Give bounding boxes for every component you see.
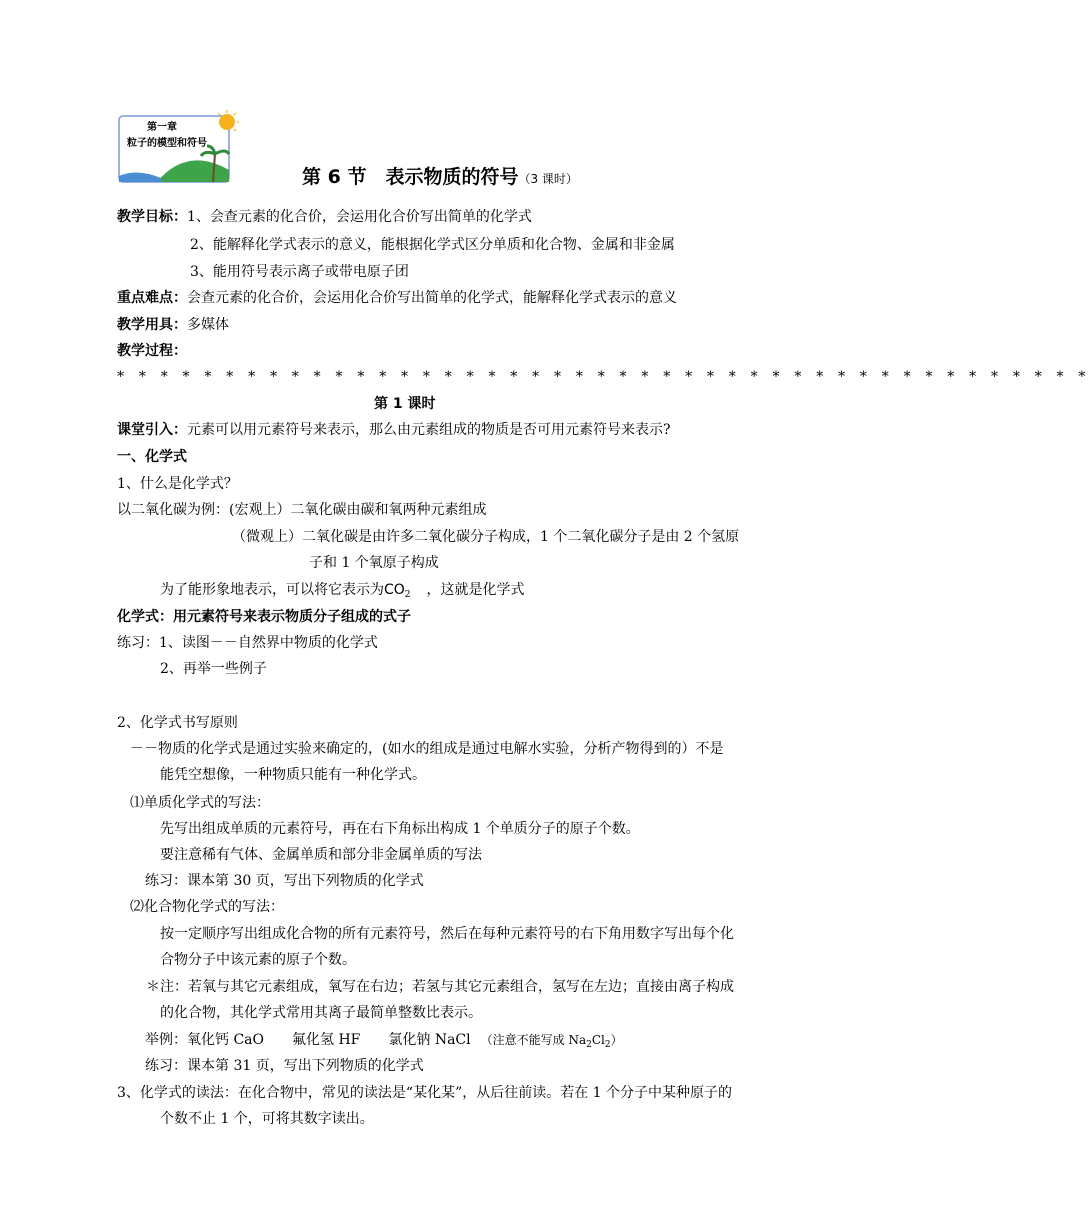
paragraph: 要注意稀有气体、金属单质和部分非金属单质的写法	[160, 847, 482, 863]
title-main: 第 6 节 表示物质的符号	[302, 166, 519, 188]
key-points	[117, 291, 677, 305]
process-label: 教学过程：	[117, 343, 187, 359]
key-label: 重点难点：	[117, 290, 187, 306]
goals-label: 教学目标：	[117, 209, 187, 225]
lesson-heading: 第 1 课时	[374, 396, 436, 412]
eg-note: ）	[610, 1033, 623, 1047]
note: 的化合物，其化学式常用其离子最简单整数比表示。	[160, 1005, 482, 1021]
paragraph: 能凭空想像，一种物质只能有一种化学式。	[160, 767, 426, 783]
paragraph: 子和 1 个氧原子构成	[309, 555, 439, 571]
eg-note: Cl	[591, 1033, 605, 1047]
subheading: ⑵化合物化学式的写法：	[130, 899, 284, 915]
paragraph: 练习：1、读图－－自然界中物质的化学式	[117, 635, 378, 651]
paragraph: 先写出组成单质的元素符号，再在右下角标出构成 1 个单质分子的原子个数。	[160, 821, 640, 837]
page-title	[302, 168, 578, 187]
express-text: ，这就是化学式	[426, 582, 525, 598]
examples	[145, 1033, 623, 1050]
intro	[117, 423, 671, 437]
tools-label: 教学用具：	[117, 317, 187, 333]
na-subscript: 2	[586, 1040, 592, 1050]
intro-label: 课堂引入：	[117, 422, 187, 438]
paragraph: 练习：课本第 30 页，写出下列物质的化学式	[145, 873, 424, 889]
cl-subscript: 2	[604, 1040, 611, 1050]
note: ＊注：若氧与其它元素组成，氧写在右边；若氢与其它元素组合，氢写在左边；直接由离子构成	[146, 979, 734, 995]
goal-item: 1、会查元素的化合价，会运用化合价写出简单的化学式	[187, 209, 532, 225]
intro-text: 元素可以用元素符号来表示，那么由元素组成的物质是否可用元素符号来表示?	[187, 422, 671, 438]
paragraph: 合物分子中该元素的原子个数。	[160, 952, 356, 968]
example: 氯化钠 NaCl	[388, 1032, 471, 1048]
goal-item: 2、能解释化学式表示的意义，能根据化学式区分单质和化合物、金属和非金属	[190, 237, 675, 253]
paragraph: 1、什么是化学式？	[117, 476, 238, 492]
example: 氟化氢 HF	[292, 1032, 361, 1048]
teaching-tools	[117, 318, 229, 332]
express-text: 为了能形象地表示，可以将它表示为	[160, 582, 384, 598]
goals-line-1	[117, 210, 532, 224]
example: 氧化钙 CaO	[187, 1032, 264, 1048]
subheading: ⑴单质化学式的写法：	[130, 795, 270, 811]
section-heading: 2、化学式书写原则	[117, 715, 238, 731]
section-heading: 一、化学式	[117, 449, 187, 465]
chapter-logo	[117, 110, 239, 186]
eg-note: （注意不能写成 Na	[480, 1033, 587, 1047]
eg-label: 举例：	[145, 1032, 187, 1048]
star-divider: * * * * * * * * * * * * * * * * * * * * * * * * * * * * * * * * * * * * * * * * * * * * *	[117, 369, 1091, 385]
paragraph: （微观上）二氧化碳是由许多二氧化碳分子构成，1 个二氧化碳分子是由 2 个氢原	[232, 529, 740, 545]
definition: 化学式：用元素符号来表示物质分子组成的式子	[117, 609, 411, 625]
goal-item: 3、能用符号表示离子或带电原子团	[190, 264, 409, 280]
logo-line1: 第一章	[147, 122, 177, 133]
key-text: 会查元素的化合价，会运用化合价写出简单的化学式，能解释化学式表示的意义	[187, 290, 677, 306]
paragraph: 按一定顺序写出组成化合物的所有元素符号，然后在每种元素符号的右下角用数字写出每个化	[160, 926, 734, 942]
title-note: （3 课时）	[518, 172, 578, 186]
paragraph: 2、再举一些例子	[160, 661, 267, 677]
co2-formula: CO	[384, 582, 405, 598]
paragraph: 以二氧化碳为例：(宏观上）二氧化碳由碳和氧两种元素组成	[117, 502, 487, 518]
paragraph: 个数不止 1 个，可将其数字读出。	[160, 1111, 374, 1127]
co2-subscript: 2	[404, 590, 411, 600]
logo-line2: 粒子的模型和符号	[127, 138, 207, 149]
tools-text: 多媒体	[187, 317, 229, 333]
paragraph	[160, 583, 525, 600]
paragraph: 3、化学式的读法：在化合物中，常见的读法是“某化某”，从后往前读。若在 1 个分子中某种原子的	[117, 1085, 733, 1101]
paragraph: －－物质的化学式是通过实验来确定的，(如水的组成是通过电解水实验，分析产物得到的）不是	[130, 741, 724, 757]
paragraph: 练习：课本第 31 页，写出下列物质的化学式	[145, 1058, 424, 1074]
chapter-logo-art	[117, 110, 239, 186]
